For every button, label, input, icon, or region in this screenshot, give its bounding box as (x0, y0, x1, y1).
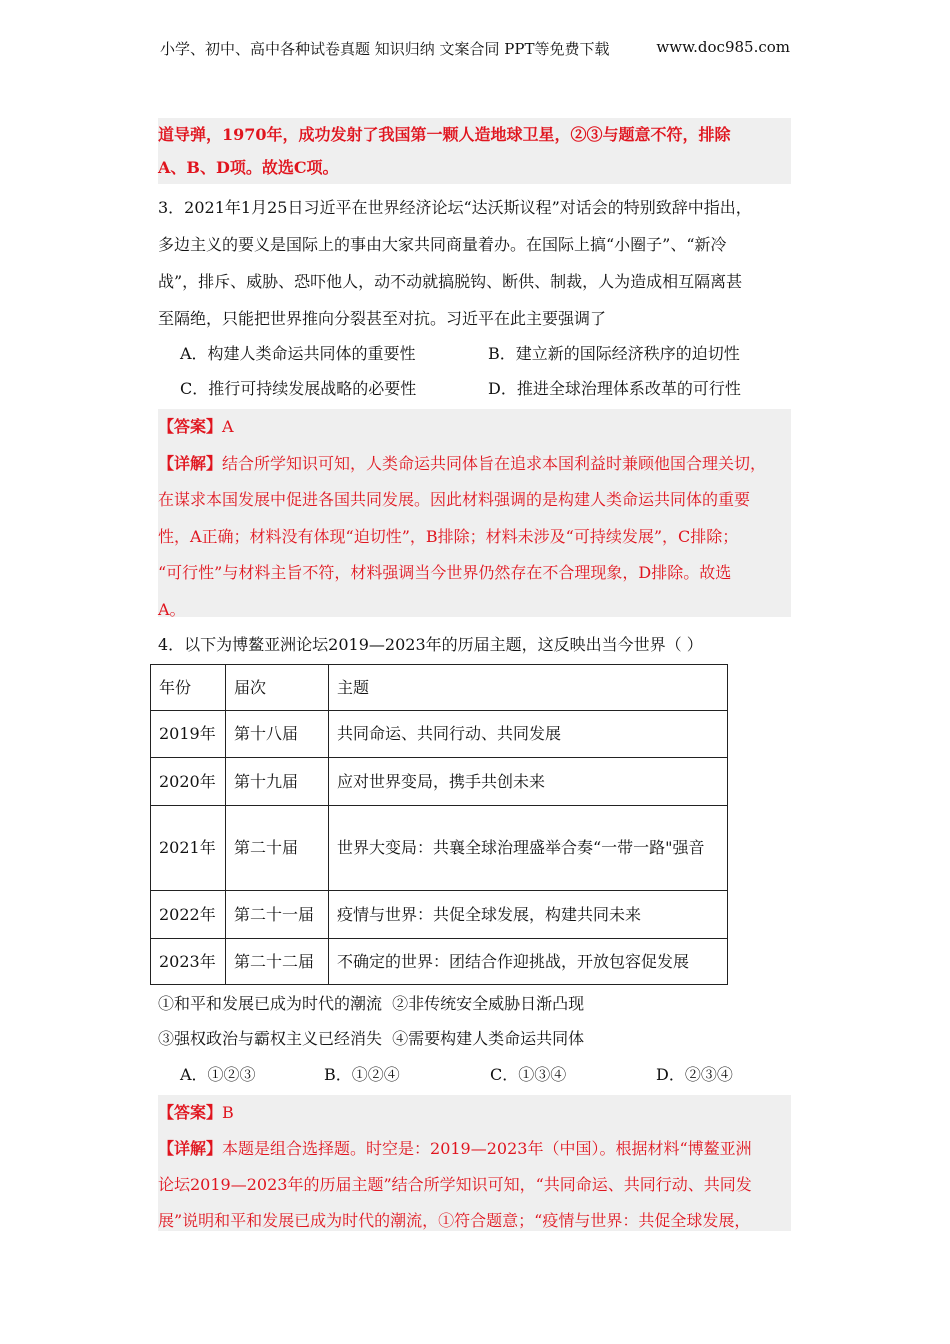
question-3-line: 3．2021年1月25日习近平在世界经济论坛“达沃斯议程”对话会的特别致辞中指出， (158, 198, 752, 217)
option-b[interactable]: B．①②④ (324, 1065, 400, 1084)
table-header-row (151, 665, 728, 711)
answer-tag: 【答案】 (158, 1103, 223, 1122)
table-cell: 2021年 (151, 806, 226, 891)
question-3-line: 至隔绝，只能把世界推向分裂甚至对抗。习近平在此主要强调了 (158, 309, 607, 328)
table-cell: 2023年 (151, 939, 226, 985)
answer-tag: 【答案】 (158, 417, 223, 436)
forum-topics-table (150, 664, 728, 985)
table-cell: 2019年 (151, 711, 226, 758)
question-3-line: 多边主义的要义是国际上的事由大家共同商量着办。在国际上搞“小圈子”、“新冷 (158, 235, 727, 254)
answer-value: A (222, 417, 234, 436)
detail-line (158, 446, 791, 483)
prev-detail-tail (158, 118, 791, 184)
page-header (160, 38, 790, 59)
table-header-cell: 年份 (151, 665, 226, 711)
table-header-cell: 届次 (226, 665, 329, 711)
table-cell: 疫情与世界：共促全球发展，构建共同未来 (329, 891, 728, 939)
table-cell: 2020年 (151, 758, 226, 806)
detail-tag: 【详解】 (158, 1139, 223, 1158)
table-cell: 不确定的世界：团结合作迎挑战，开放包容促发展 (329, 939, 728, 985)
detail-line: 论坛2019—2023年的历届主题”结合所学知识可知，“共同命运、共同行动、共同发 (158, 1175, 752, 1194)
option-c[interactable]: C．①③④ (490, 1065, 567, 1084)
table-cell: 2022年 (151, 891, 226, 939)
table-row (151, 711, 728, 758)
table-cell: 世界大变局：共襄全球治理盛举合奏“一带一路"强音 (329, 806, 728, 891)
statement-line: ①和平和发展已成为时代的潮流 ②非传统安全威胁日渐凸现 (158, 994, 585, 1013)
question-3-answer-box (158, 409, 791, 617)
detail-line: 性，A正确；材料没有体现“迫切性”，B排除；材料未涉及“可持续发展”，C排除； (158, 526, 739, 546)
question-4-stem: 4．以下为博鳌亚洲论坛2019—2023年的历届主题，这反映出当今世界（ ） (158, 635, 703, 654)
detail-line: “可行性”与材料主旨不符，材料强调当今世界仍然存在不合理现象，D排除。故选 (158, 563, 732, 582)
table-row (151, 939, 728, 985)
table-row (151, 891, 728, 939)
detail-line (158, 1131, 791, 1167)
question-3-options (158, 336, 791, 406)
question-4-statements (158, 986, 791, 1056)
table-cell: 应对世界变局，携手共创未来 (329, 758, 728, 806)
prev-detail-line: 道导弹，1970年，成功发射了我国第一颗人造地球卫星，②③与题意不符，排除 (158, 125, 731, 144)
table-cell: 第二十二届 (226, 939, 329, 985)
detail-tag: 【详解】 (158, 453, 223, 473)
table-cell: 第十八届 (226, 711, 329, 758)
table-cell: 共同命运、共同行动、共同发展 (329, 711, 728, 758)
answer-value: B (222, 1103, 234, 1122)
prev-detail-line: A、B、D项。故选C项。 (158, 158, 339, 177)
question-3-line: 战”，排斥、威胁、恐吓他人，动不动就搞脱钩、断供、制裁，人为造成相互隔离甚 (158, 272, 743, 291)
table-cell: 第二十届 (226, 806, 329, 891)
table-row (151, 806, 728, 891)
answer-line (158, 409, 791, 446)
table-cell: 第二十一届 (226, 891, 329, 939)
detail-line: 在谋求本国发展中促进各国共同发展。因此材料强调的是构建人类命运共同体的重要 (158, 490, 751, 509)
answer-line (158, 1095, 791, 1131)
question-3-stem (158, 189, 791, 337)
option-c[interactable]: C．推行可持续发展战略的必要性 (180, 379, 417, 398)
detail-text: 本题是组合选择题。时空是：2019—2023年（中国）。根据材料“博鳌亚洲 (222, 1139, 752, 1158)
statement-line: ③强权政治与霸权主义已经消失 ④需要构建人类命运共同体 (158, 1029, 585, 1048)
option-a[interactable]: A．构建人类命运共同体的重要性 (180, 344, 416, 363)
option-a[interactable]: A．①②③ (180, 1065, 256, 1084)
table-cell: 第十九届 (226, 758, 329, 806)
header-website[interactable]: www.doc985.com (656, 38, 790, 56)
detail-line: A。 (158, 599, 186, 619)
option-d[interactable]: D．推进全球治理体系改革的可行性 (488, 379, 741, 398)
question-4-options (158, 1057, 791, 1092)
option-b[interactable]: B．建立新的国际经济秩序的迫切性 (488, 344, 740, 363)
option-d[interactable]: D．②③④ (656, 1065, 733, 1084)
table-row (151, 758, 728, 806)
header-left-text: 小学、初中、高中各种试卷真题 知识归纳 文案合同 PPT等免费下载 (160, 40, 610, 58)
detail-text: 结合所学知识可知，人类命运共同体旨在追求本国利益时兼顾他国合理关切， (222, 453, 767, 473)
table-header-cell: 主题 (329, 665, 728, 711)
detail-line: 展”说明和平和发展已成为时代的潮流，①符合题意；“疫情与世界：共促全球发展， (158, 1211, 751, 1230)
question-4-answer-box (158, 1095, 791, 1231)
